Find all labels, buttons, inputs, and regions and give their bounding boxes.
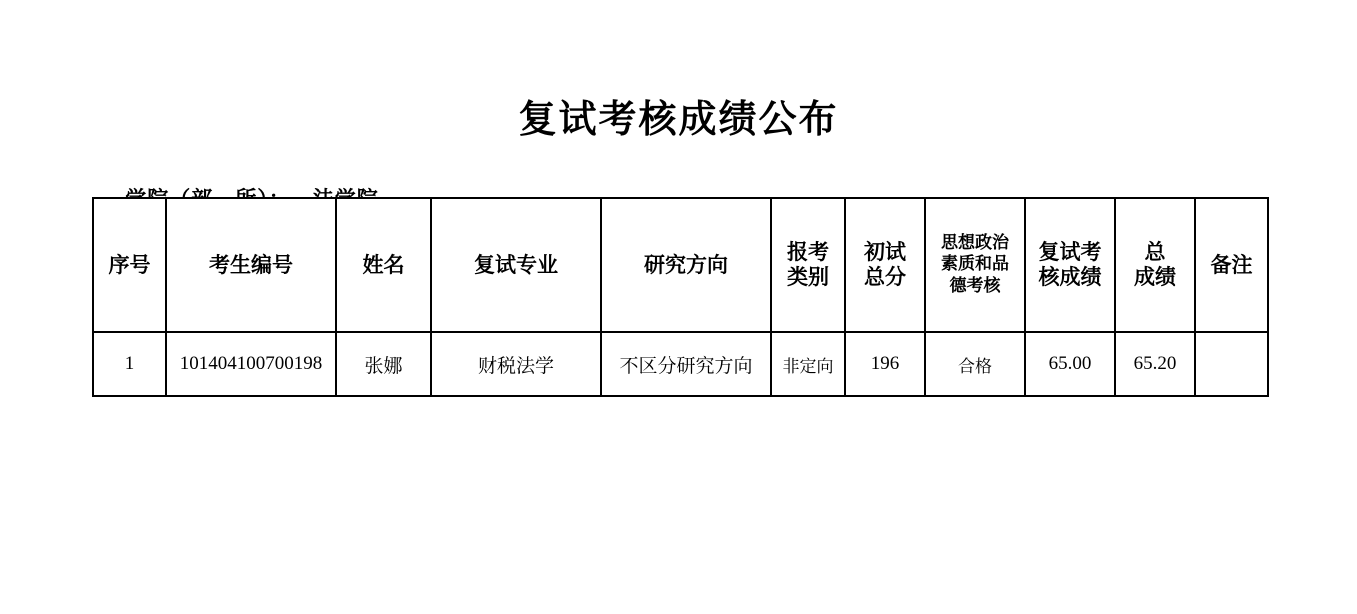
cell-remark (1195, 332, 1268, 396)
page-title: 复试考核成绩公布 (518, 96, 839, 141)
cell-initial-total: 196 (845, 332, 925, 396)
column-header-total-score: 总 成绩 (1115, 198, 1195, 332)
cell-political-assessment: 合格 (925, 332, 1025, 396)
column-header-retest-score: 复试考 核成绩 (1025, 198, 1115, 332)
column-header-major: 复试专业 (431, 198, 601, 332)
column-header-direction: 研究方向 (601, 198, 771, 332)
cell-major: 财税法学 (431, 332, 601, 396)
table-row (93, 332, 1268, 396)
scores-table (92, 197, 1269, 397)
cell-category: 非定向 (771, 332, 845, 396)
cell-name: 张娜 (336, 332, 431, 396)
table-header-row (93, 198, 1268, 332)
column-header-category: 报考 类别 (771, 198, 845, 332)
column-header-remark: 备注 (1195, 198, 1268, 332)
column-header-candidate-id: 考生编号 (166, 198, 336, 332)
cell-seq: 1 (93, 332, 166, 396)
cell-candidate-id: 101404100700198 (166, 332, 336, 396)
cell-direction: 不区分研究方向 (601, 332, 771, 396)
column-header-name: 姓名 (336, 198, 431, 332)
column-header-seq: 序号 (93, 198, 166, 332)
column-header-political-assessment: 思想政治 素质和品 德考核 (925, 198, 1025, 332)
cell-total-score: 65.20 (1115, 332, 1195, 396)
cell-retest-score: 65.00 (1025, 332, 1115, 396)
column-header-initial-total: 初试 总分 (845, 198, 925, 332)
